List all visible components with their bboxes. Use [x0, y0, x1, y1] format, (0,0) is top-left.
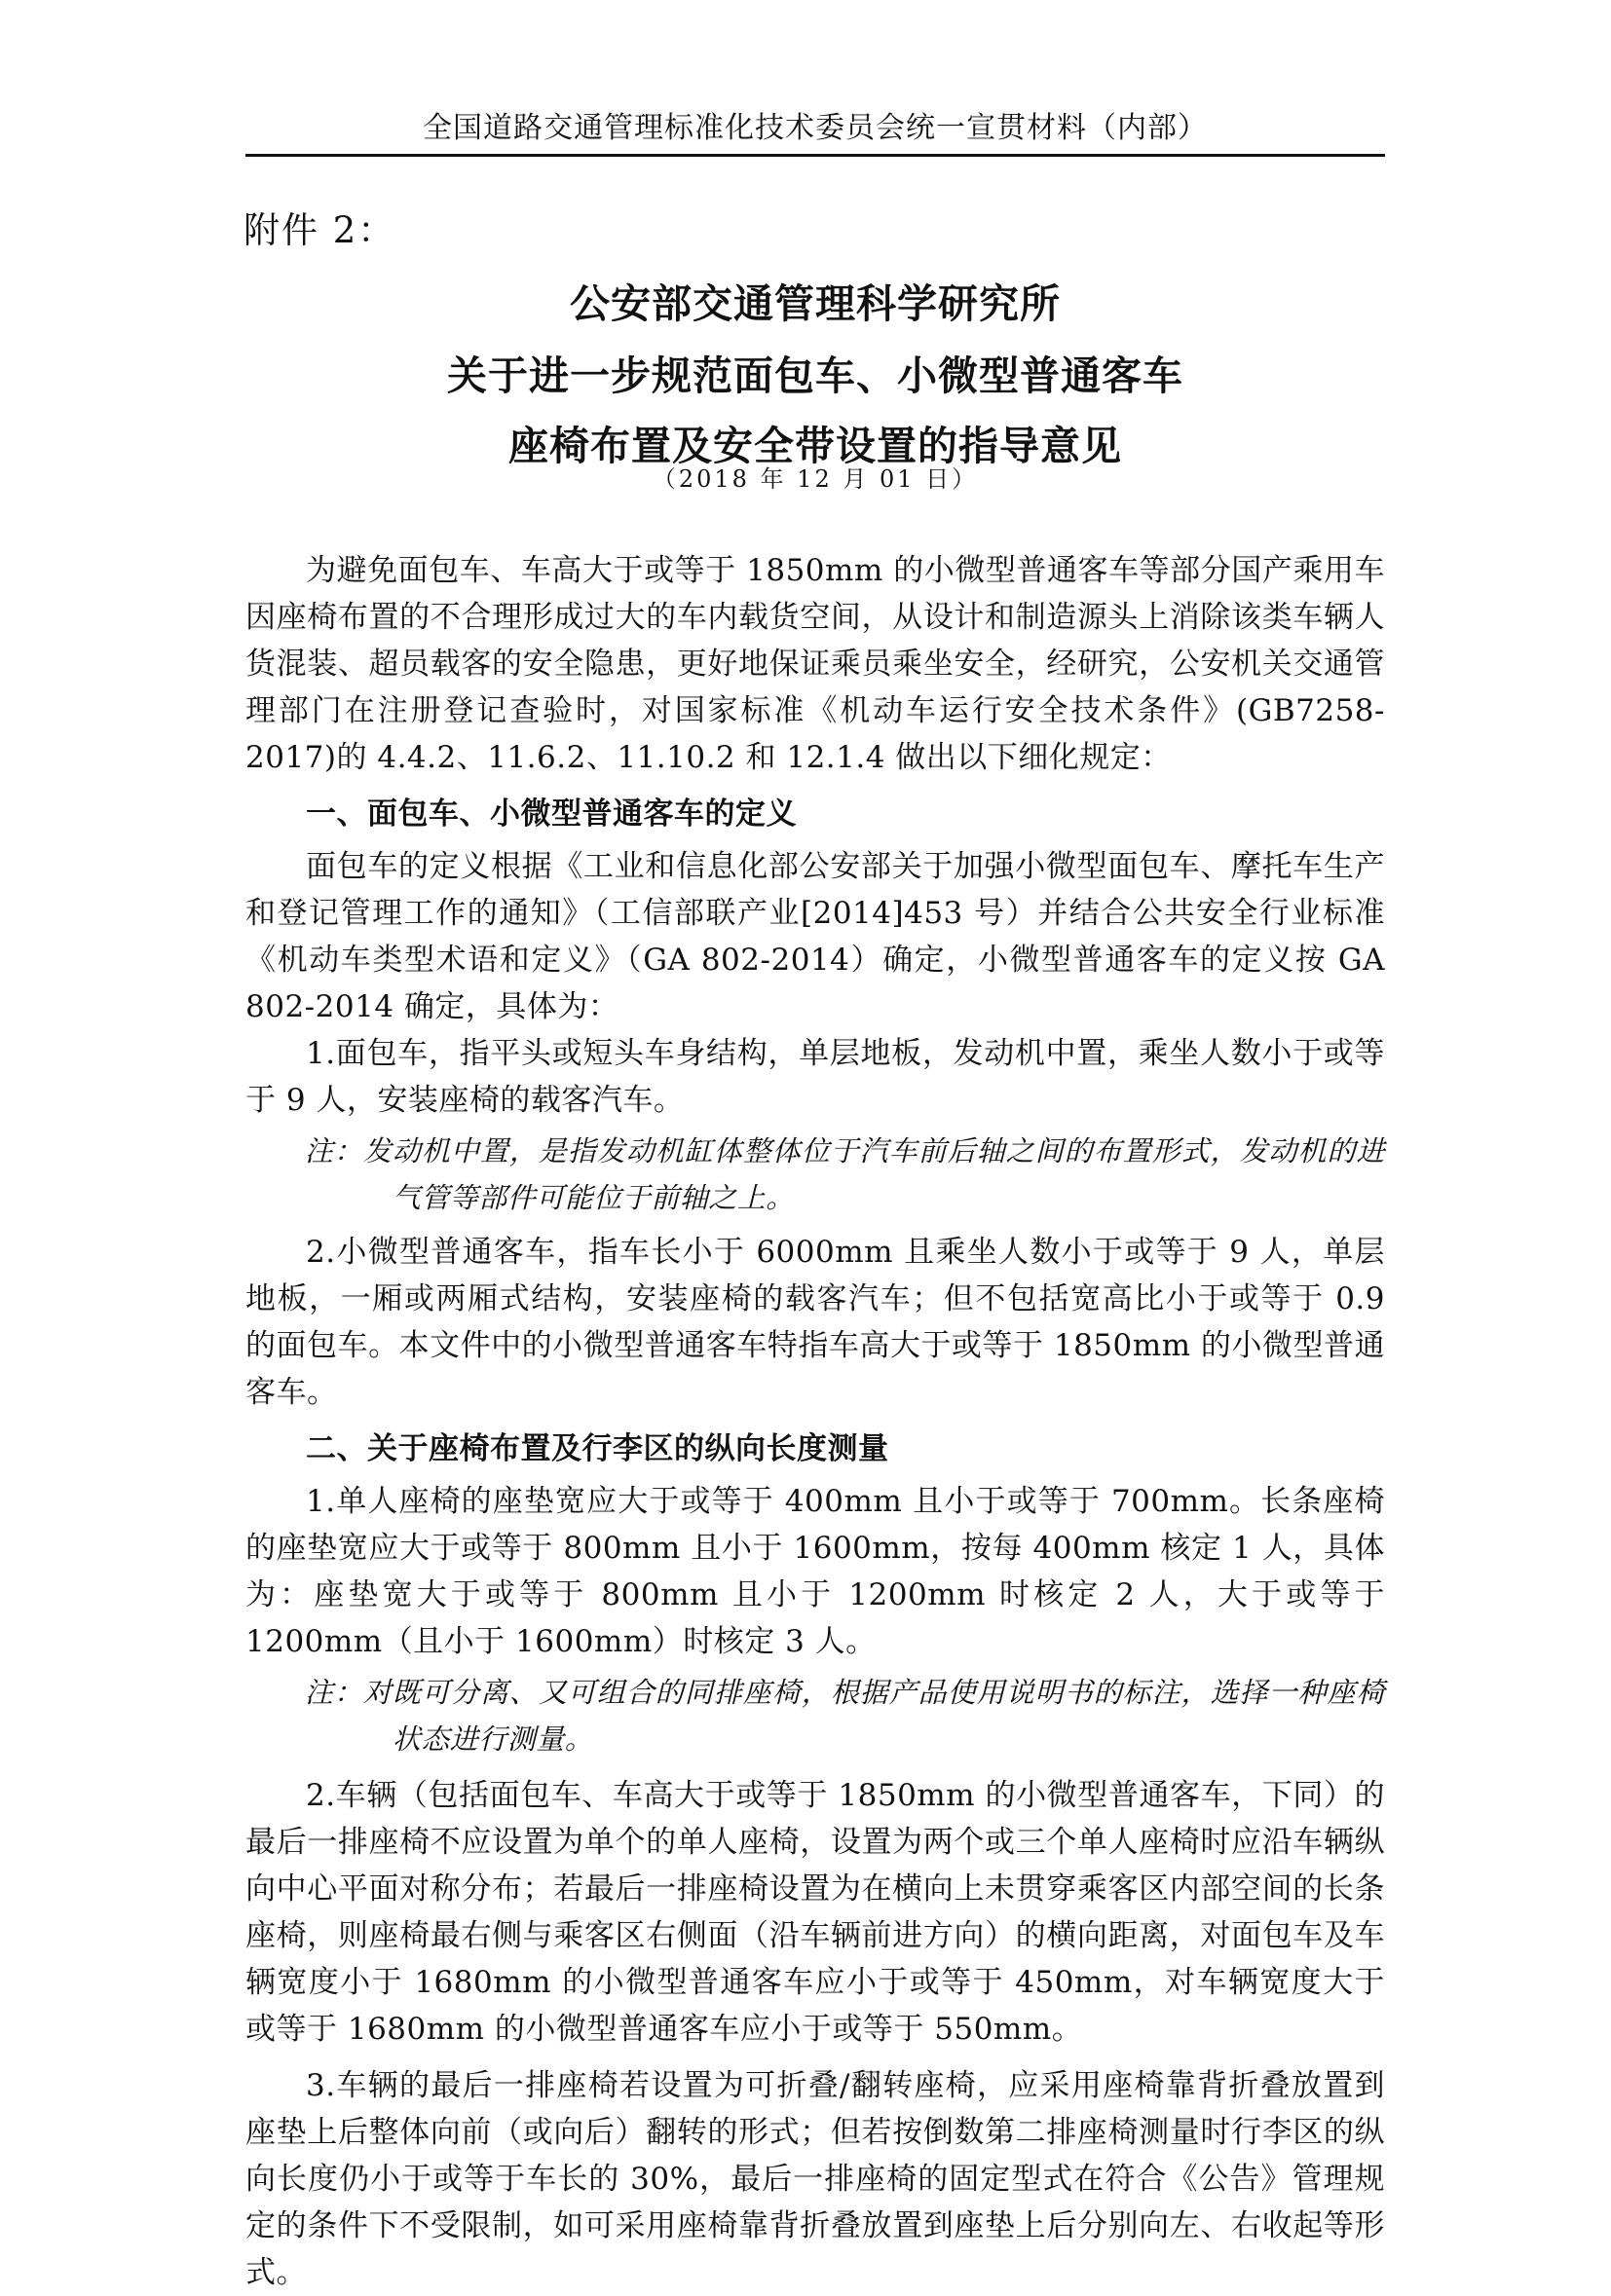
running-header: 全国道路交通管理标准化技术委员会统一宣贯材料（内部）	[423, 111, 1208, 145]
header-rule	[245, 154, 1385, 157]
section-2-note-1: 注：对既可分离、又可组合的同排座椅，根据产品使用说明书的标注，选择一种座椅状态进行测量。	[304, 1676, 1385, 1756]
attachment-label: 附件 2：	[244, 209, 396, 251]
document-date: （2018 年 12 月 01 日）	[652, 465, 979, 493]
section-1-item-2: 2.小微型普通客车，指车长小于 6000mm 且乘坐人数小于或等于 9 人，单层地板，一厢或两厢式结构，安装座椅的载客汽车；但不包括宽高比小于或等于 0.9 的面包车。本文件中的小微型普通客车特指车高大于或等于 1850mm 的小微型普通客车。	[245, 1235, 1385, 1410]
section-2-heading: 二、关于座椅布置及行李区的纵向长度测量	[306, 1431, 889, 1466]
section-1-heading: 一、面包车、小微型普通客车的定义	[306, 796, 797, 832]
section-1-item-1: 1.面包车，指平头或短头车身结构，单层地板，发动机中置，乘坐人数小于或等于 9 人，安装座椅的载客汽车。	[245, 1036, 1385, 1118]
document-body	[245, 547, 1385, 2296]
section-1-paragraph: 面包车的定义根据《工业和信息化部公安部关于加强小微型面包车、摩托车生产和登记管理工作的通知》（工信部联产业[2014]453 号）并结合公共安全行业标准《机动车类型术语和定义》（GA 802-2014）确定，小微型普通客车的定义按 GA 802-2014 确定，具体为：	[245, 849, 1385, 1024]
section-1-note-1: 注：发动机中置，是指发动机缸体整体位于汽车前后轴之间的布置形式，发动机的进气管等部件可能位于前轴之上。	[304, 1134, 1385, 1214]
title-line-3: 座椅布置及安全带设置的指导意见	[508, 423, 1122, 469]
section-2-item-2: 2.车辆（包括面包车、车高大于或等于 1850mm 的小微型普通客车，下同）的最后一排座椅不应设置为单个的单人座椅，设置为两个或三个单人座椅时应沿车辆纵向中心平面对称分布；若最后一排座椅设置为在横向上未贯穿乘客区内部空间的长条座椅，则座椅最右侧与乘客区右侧面（沿车辆前进方向）的横向距离，对面包车及车辆宽度小于 1680mm 的小微型普通客车应小于或等于 450mm，对车辆宽度大于或等于 1680mm 的小微型普通客车应小于或等于 550mm。	[245, 1778, 1385, 2047]
title-line-1: 公安部交通管理科学研究所	[570, 280, 1061, 327]
intro-paragraph: 为避免面包车、车高大于或等于 1850mm 的小微型普通客车等部分国产乘用车因座椅布置的不合理形成过大的车内载货空间，从设计和制造源头上消除该类车辆人货混装、超员载客的安全隐患，更好地保证乘员乘坐安全，经研究，公安机关交通管理部门在注册登记查验时，对国家标准《机动车运行安全技术条件》(GB7258-2017)的 4.4.2、11.6.2、11.10.2 和 12.1.4 做出以下细化规定：	[245, 553, 1385, 775]
title-line-2: 关于进一步规范面包车、小微型普通客车	[447, 352, 1183, 399]
section-2-item-1: 1.单人座椅的座垫宽应大于或等于 400mm 且小于或等于 700mm。长条座椅的座垫宽应大于或等于 800mm 且小于 1600mm，按每 400mm 核定 1 人，具体为：座垫宽大于或等于 800mm 且小于 1200mm 时核定 2 人，大于或等于 1200mm（且小于 1600mm）时核定 3 人。	[245, 1484, 1385, 1659]
section-2-item-3: 3.车辆的最后一排座椅若设置为可折叠/翻转座椅，应采用座椅靠背折叠放置到座垫上后整体向前（或向后）翻转的形式；但若按倒数第二排座椅测量时行李区的纵向长度仍小于或等于车长的 30%，最后一排座椅的固定型式在符合《公告》管理规定的条件下不受限制，如可采用座椅靠背折叠放置到座垫上后分别向左、右收起等形式。	[245, 2068, 1385, 2290]
